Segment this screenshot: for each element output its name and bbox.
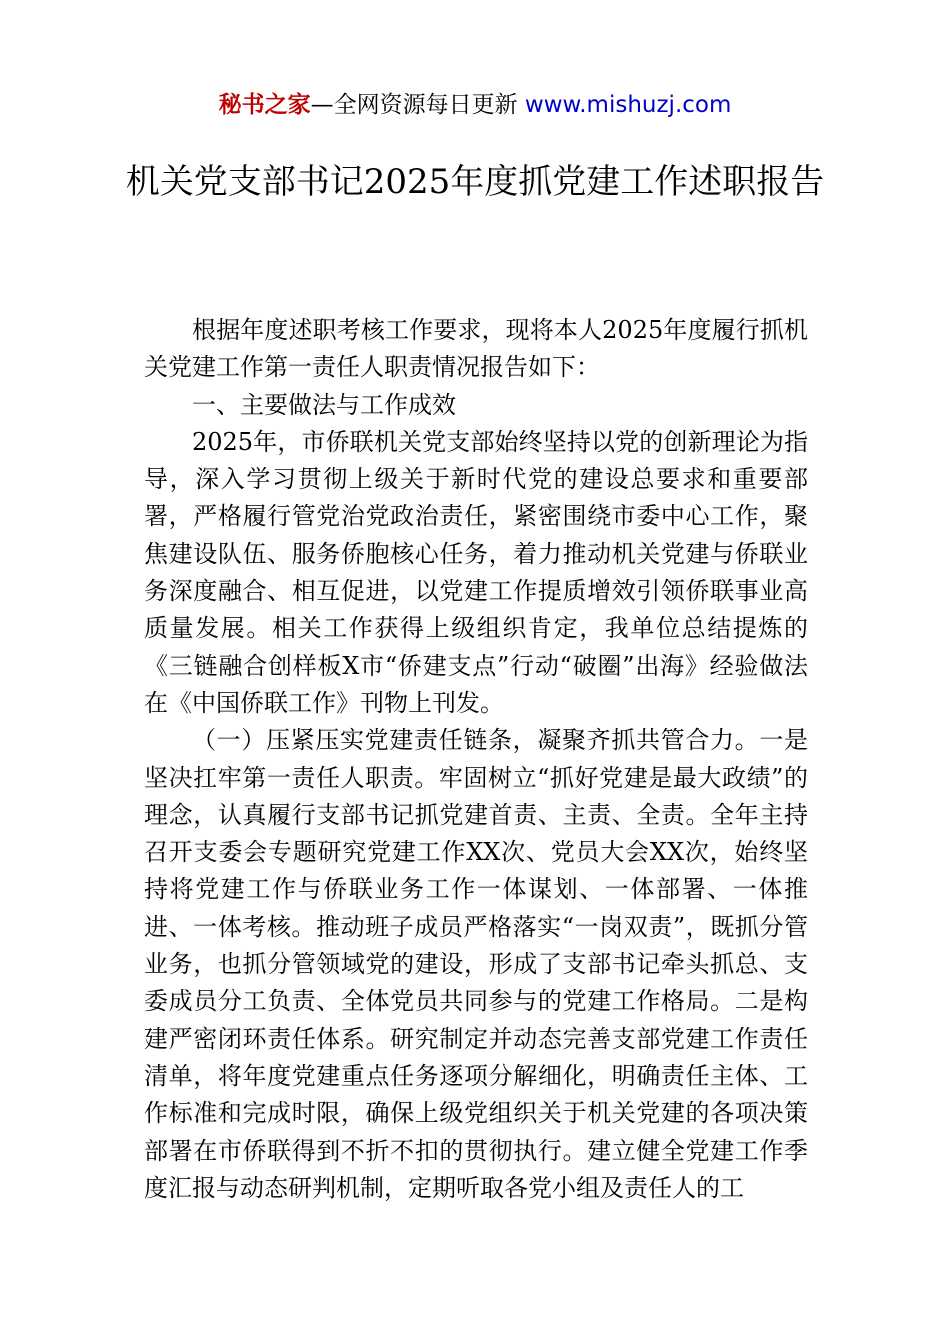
document-body [144, 312, 808, 1207]
document-title: 机关党支部书记2025年度抓党建工作述职报告 [125, 162, 825, 202]
header-slogan: 全网资源每日更新 [333, 92, 518, 118]
body-paragraph: 2025年，市侨联机关党支部始终坚持以党的创新理论为指导，深入学习贯彻上级关于新时代党的建设总要求和重要部署，严格履行管党治党政治责任，紧密围绕市委中心工作，聚焦建设队伍、服务侨胞核心任务，着力推动机关党建与侨联业务深度融合、相互促进，以党建工作提质增效引领侨联事业高质量发展。相关工作获得上级组织肯定，我单位总结提炼的《三链融合创样板X市“侨建支点”行动“破圈”出海》经验做法在《中国侨联工作》刊物上刊发。 [144, 427, 808, 717]
header-separator: — [310, 92, 334, 118]
brand-name: 秘书之家 [218, 92, 311, 118]
section-heading: 一、主要做法与工作成效 [192, 390, 456, 419]
website-link[interactable]: www.mishuzj.com [524, 92, 732, 118]
site-header [0, 88, 950, 122]
intro-paragraph: 根据年度述职考核工作要求，现将本人2025年度履行抓机关党建工作第一责任人职责情况报告如下： [144, 316, 808, 382]
body-paragraph: （一）压紧压实党建责任链条，凝聚齐抓共管合力。一是坚决扛牢第一责任人职责。牢固树立“抓好党建是最大政绩”的理念，认真履行支部书记抓党建首责、主责、全责。全年主持召开支委会专题研究党建工作XX次、党员大会XX次，始终坚持将党建工作与侨联业务工作一体谋划、一体部署、一体推进、一体考核。推动班子成员严格落实“一岗双责”，既抓分管业务，也抓分管领域党的建设，形成了支部书记牵头抓总、支委成员分工负责、全体党员共同参与的党建工作格局。二是构建严密闭环责任体系。研究制定并动态完善支部党建工作责任清单，将年度党建重点任务逐项分解细化，明确责任主体、工作标准和完成时限，确保上级党组织关于机关党建的各项决策部署在市侨联得到不折不扣的贯彻执行。建立健全党建工作季度汇报与动态研判机制，定期听取各党小组及责任人的工 [144, 726, 808, 1202]
